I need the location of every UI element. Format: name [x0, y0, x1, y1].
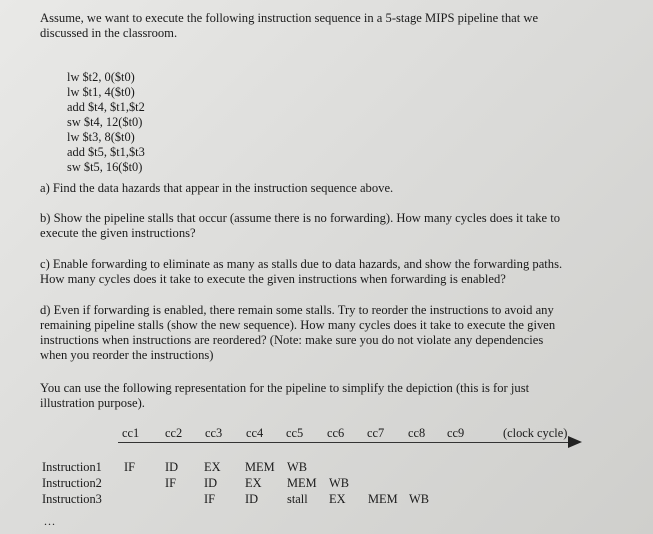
question-d-line-2: remaining pipeline stalls (show the new sequence). How many cycles does it take to execute the given — [40, 318, 556, 332]
clock-cycle-label: (clock cycle) — [503, 426, 568, 440]
instruction-label: Instruction1 — [42, 460, 102, 474]
cycle-label: cc1 — [122, 426, 140, 440]
note-line-2: illustration purpose). — [40, 396, 145, 410]
stage-cell: WB — [287, 460, 307, 474]
stage-cell: EX — [204, 460, 221, 474]
stage-cell: MEM — [368, 492, 398, 506]
stage-cell: IF — [165, 476, 177, 490]
question-c-line-1: c) Enable forwarding to eliminate as many as stalls due to data hazards, and show the forwarding paths. — [40, 257, 563, 271]
stage-cell: stall — [287, 492, 308, 506]
cycle-label: cc7 — [367, 426, 385, 440]
timeline-axis — [118, 442, 572, 443]
question-d-line-1: d) Even if forwarding is enabled, there remain some stalls. Try to reorder the instructions to avoid any — [40, 303, 554, 317]
question-d-line-3: instructions when instructions are reordered? (Note: make sure you do not violate any dependencies — [40, 333, 544, 347]
stage-cell: MEM — [287, 476, 317, 490]
cycle-label: cc6 — [327, 426, 345, 440]
intro-line-1: Assume, we want to execute the following instruction sequence in a 5-stage MIPS pipeline that we — [40, 11, 539, 25]
instruction-label: Instruction3 — [42, 492, 102, 506]
ellipsis: ... — [44, 514, 56, 528]
code-line: sw $t4, 12($t0) — [67, 115, 143, 129]
question-a: a) Find the data hazards that appear in the instruction sequence above. — [40, 181, 394, 195]
stage-cell: ID — [245, 492, 259, 506]
stage-cell: IF — [124, 460, 136, 474]
question-c-line-2: How many cycles does it take to execute the given instructions when forwarding is enabled? — [40, 272, 506, 286]
cycle-label: cc4 — [246, 426, 264, 440]
code-line: lw $t3, 8($t0) — [67, 130, 135, 144]
note-line-1: You can use the following representation for the pipeline to simplify the depiction (this is for just — [40, 381, 530, 395]
question-d-line-4: when you reorder the instructions) — [40, 348, 214, 362]
code-line: sw $t5, 16($t0) — [67, 160, 143, 174]
cycle-label: cc5 — [286, 426, 304, 440]
cycle-label: cc8 — [408, 426, 426, 440]
stage-cell: EX — [245, 476, 262, 490]
code-line: add $t5, $t1,$t3 — [67, 145, 145, 159]
intro-line-2: discussed in the classroom. — [40, 26, 178, 40]
stage-cell: ID — [204, 476, 218, 490]
cycle-label: cc2 — [165, 426, 183, 440]
stage-cell: EX — [329, 492, 346, 506]
stage-cell: MEM — [245, 460, 275, 474]
stage-cell: IF — [204, 492, 216, 506]
code-line: lw $t2, 0($t0) — [67, 70, 135, 84]
instruction-sequence — [67, 70, 145, 175]
cycle-label: cc9 — [447, 426, 465, 440]
code-line: add $t4, $t1,$t2 — [67, 100, 145, 114]
instruction-label: Instruction2 — [42, 476, 102, 490]
arrow-right-icon — [568, 436, 582, 448]
stage-cell: WB — [409, 492, 429, 506]
question-b-line-1: b) Show the pipeline stalls that occur (assume there is no forwarding). How many cycles does it take to — [40, 211, 561, 225]
stage-cell: ID — [165, 460, 179, 474]
stage-cell: WB — [329, 476, 349, 490]
code-line: lw $t1, 4($t0) — [67, 85, 135, 99]
cycle-label: cc3 — [205, 426, 223, 440]
question-b-line-2: execute the given instructions? — [40, 226, 196, 240]
